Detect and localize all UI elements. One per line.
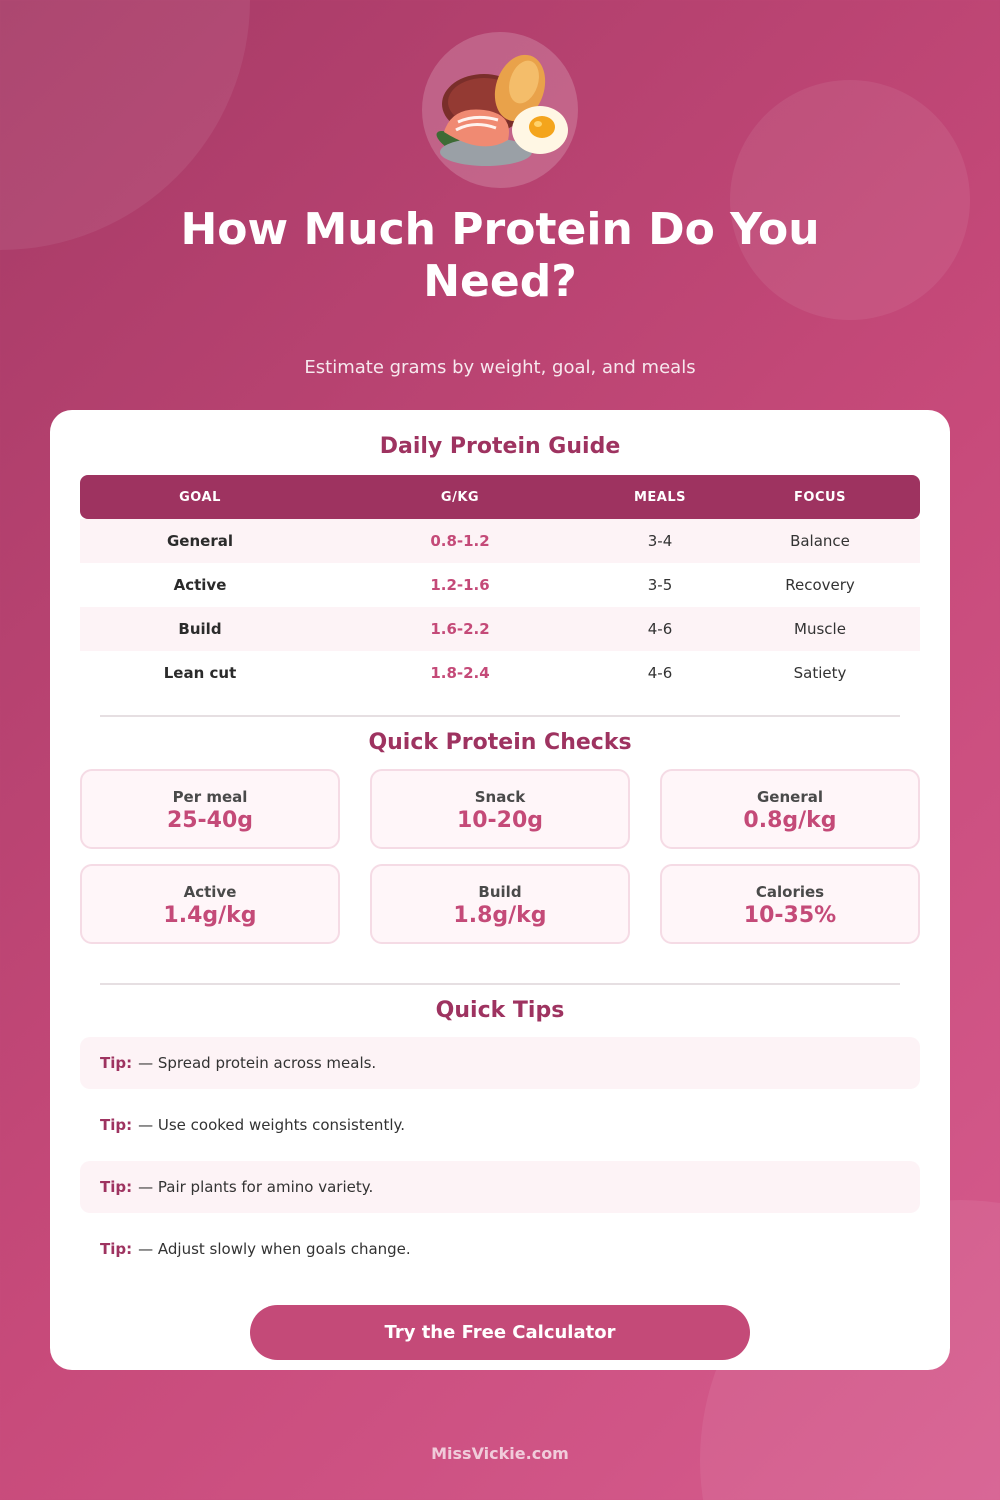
cell-focus: Satiety xyxy=(793,664,847,682)
content-card xyxy=(50,410,950,1370)
check-card xyxy=(660,864,920,944)
column-header-meals: MEALS xyxy=(633,489,687,505)
check-value: 10-20g xyxy=(456,808,544,833)
table-header xyxy=(80,475,920,519)
check-value: 1.8g/kg xyxy=(453,903,547,928)
list-item xyxy=(80,1037,920,1089)
tip-label: Tip: xyxy=(100,1116,133,1134)
check-value: 10-35% xyxy=(743,903,837,928)
calculator-cta-button[interactable]: Try the Free Calculator xyxy=(250,1305,750,1360)
check-card xyxy=(80,769,340,849)
cell-gkg: 1.2-1.6 xyxy=(430,576,490,594)
page-title: How Much Protein Do You Need? xyxy=(180,204,820,307)
cell-goal: General xyxy=(167,532,233,550)
section-divider xyxy=(100,715,900,717)
protein-guide-table xyxy=(80,475,920,695)
cell-meals: 4-6 xyxy=(647,664,673,682)
tip-text: — Pair plants for amino variety. xyxy=(138,1178,374,1196)
cell-goal: Build xyxy=(178,620,222,638)
cell-focus: Recovery xyxy=(785,576,855,594)
tip-text: — Use cooked weights consistently. xyxy=(138,1116,405,1134)
list-item xyxy=(80,1099,920,1151)
check-card xyxy=(370,864,630,944)
tips-title: Quick Tips xyxy=(435,998,565,1023)
tip-text: — Spread protein across meals. xyxy=(138,1054,377,1072)
cell-meals: 3-5 xyxy=(647,576,673,594)
page-subtitle: Estimate grams by weight, goal, and meals xyxy=(304,357,696,378)
tip-label: Tip: xyxy=(100,1240,133,1258)
table-row xyxy=(80,651,920,695)
column-header-gkg: G/KG xyxy=(440,489,480,505)
checks-title: Quick Protein Checks xyxy=(368,730,632,755)
cell-meals: 3-4 xyxy=(647,532,673,550)
check-label: Snack xyxy=(474,788,526,806)
check-label: Per meal xyxy=(172,788,248,806)
list-item xyxy=(80,1161,920,1213)
table-row xyxy=(80,607,920,651)
column-header-focus: FOCUS xyxy=(794,489,846,505)
cell-gkg: 1.6-2.2 xyxy=(430,620,490,638)
check-label: Active xyxy=(183,883,237,901)
check-label: Calories xyxy=(755,883,825,901)
check-card xyxy=(660,769,920,849)
table-row xyxy=(80,519,920,563)
cell-goal: Active xyxy=(173,576,227,594)
check-label: Build xyxy=(478,883,522,901)
tip-label: Tip: xyxy=(100,1054,133,1072)
table-row xyxy=(80,563,920,607)
cell-goal: Lean cut xyxy=(163,664,237,682)
cell-gkg: 0.8-1.2 xyxy=(430,532,490,550)
check-value: 0.8g/kg xyxy=(743,808,837,833)
cell-gkg: 1.8-2.4 xyxy=(430,664,490,682)
check-card xyxy=(80,864,340,944)
check-value: 25-40g xyxy=(166,808,254,833)
check-label: General xyxy=(757,788,823,806)
footer-brand: MissVickie.com xyxy=(431,1444,569,1463)
protein-foods-illustration-icon xyxy=(422,32,578,188)
cell-focus: Muscle xyxy=(794,620,846,638)
tip-label: Tip: xyxy=(100,1178,133,1196)
section-divider xyxy=(100,983,900,985)
tip-text: — Adjust slowly when goals change. xyxy=(138,1240,411,1258)
check-value: 1.4g/kg xyxy=(163,903,257,928)
guide-title: Daily Protein Guide xyxy=(379,434,621,459)
column-header-goal: GOAL xyxy=(179,489,221,505)
list-item xyxy=(80,1223,920,1275)
check-card xyxy=(370,769,630,849)
cell-focus: Balance xyxy=(790,532,850,550)
cell-meals: 4-6 xyxy=(647,620,673,638)
